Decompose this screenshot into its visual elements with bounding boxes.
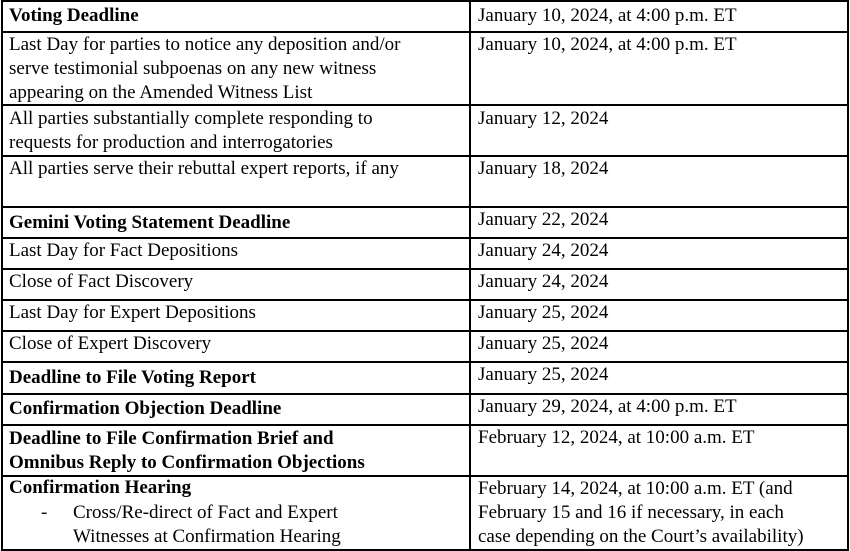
date-cell: January 25, 2024: [478, 302, 609, 323]
event-cell: Voting Deadline: [9, 5, 139, 26]
sub-bullet-line: Witnesses at Confirmation Hearing: [73, 526, 341, 547]
sub-bullet-dash: -: [41, 502, 48, 523]
event-cell: Confirmation Hearing: [9, 477, 192, 498]
table-border-right: [847, 0, 849, 551]
event-cell-line: All parties substantially complete responding to: [9, 108, 373, 129]
event-cell-line: appearing on the Amended Witness List: [9, 82, 313, 103]
event-cell: Close of Expert Discovery: [9, 333, 212, 354]
date-cell: February 12, 2024, at 10:00 a.m. ET: [478, 427, 755, 448]
event-cell-line: requests for production and interrogatories: [9, 132, 333, 153]
date-cell-line: February 15 and 16 if necessary, in each: [478, 502, 784, 523]
row-divider: [2, 206, 848, 208]
event-cell-line: Last Day for parties to notice any deposition and/or: [9, 34, 401, 55]
date-cell: January 10, 2024, at 4:00 p.m. ET: [478, 34, 737, 55]
date-cell: January 25, 2024: [478, 364, 609, 385]
date-cell: January 29, 2024, at 4:00 p.m. ET: [478, 396, 737, 417]
date-cell: January 25, 2024: [478, 333, 609, 354]
row-divider: [2, 0, 848, 2]
event-cell: Last Day for Expert Depositions: [9, 302, 256, 323]
date-cell-line: February 14, 2024, at 10:00 a.m. ET (and: [478, 478, 793, 499]
event-cell-line: Omnibus Reply to Confirmation Objections: [9, 452, 365, 473]
event-cell: Confirmation Objection Deadline: [9, 398, 282, 419]
event-cell-line: Deadline to File Confirmation Brief and: [9, 428, 334, 449]
event-cell: Deadline to File Voting Report: [9, 367, 256, 388]
event-cell: Last Day for Fact Depositions: [9, 240, 239, 261]
date-cell: January 24, 2024: [478, 240, 609, 261]
date-cell: January 10, 2024, at 4:00 p.m. ET: [478, 5, 737, 26]
event-cell: Close of Fact Discovery: [9, 271, 194, 292]
date-cell: January 24, 2024: [478, 271, 609, 292]
event-cell-line: serve testimonial subpoenas on any new witness: [9, 58, 377, 79]
date-cell-line: case depending on the Court’s availability): [478, 526, 804, 547]
date-cell: January 22, 2024: [478, 209, 609, 230]
table-border-bottom: [2, 549, 848, 551]
event-cell: Gemini Voting Statement Deadline: [9, 212, 291, 233]
table-border-left: [1, 0, 3, 551]
row-divider: [2, 361, 848, 363]
date-cell: January 12, 2024: [478, 108, 609, 129]
date-cell: January 18, 2024: [478, 158, 609, 179]
event-cell: All parties serve their rebuttal expert reports, if any: [9, 158, 399, 179]
column-divider: [469, 0, 471, 551]
sub-bullet-line: Cross/Re-direct of Fact and Expert: [73, 502, 338, 523]
